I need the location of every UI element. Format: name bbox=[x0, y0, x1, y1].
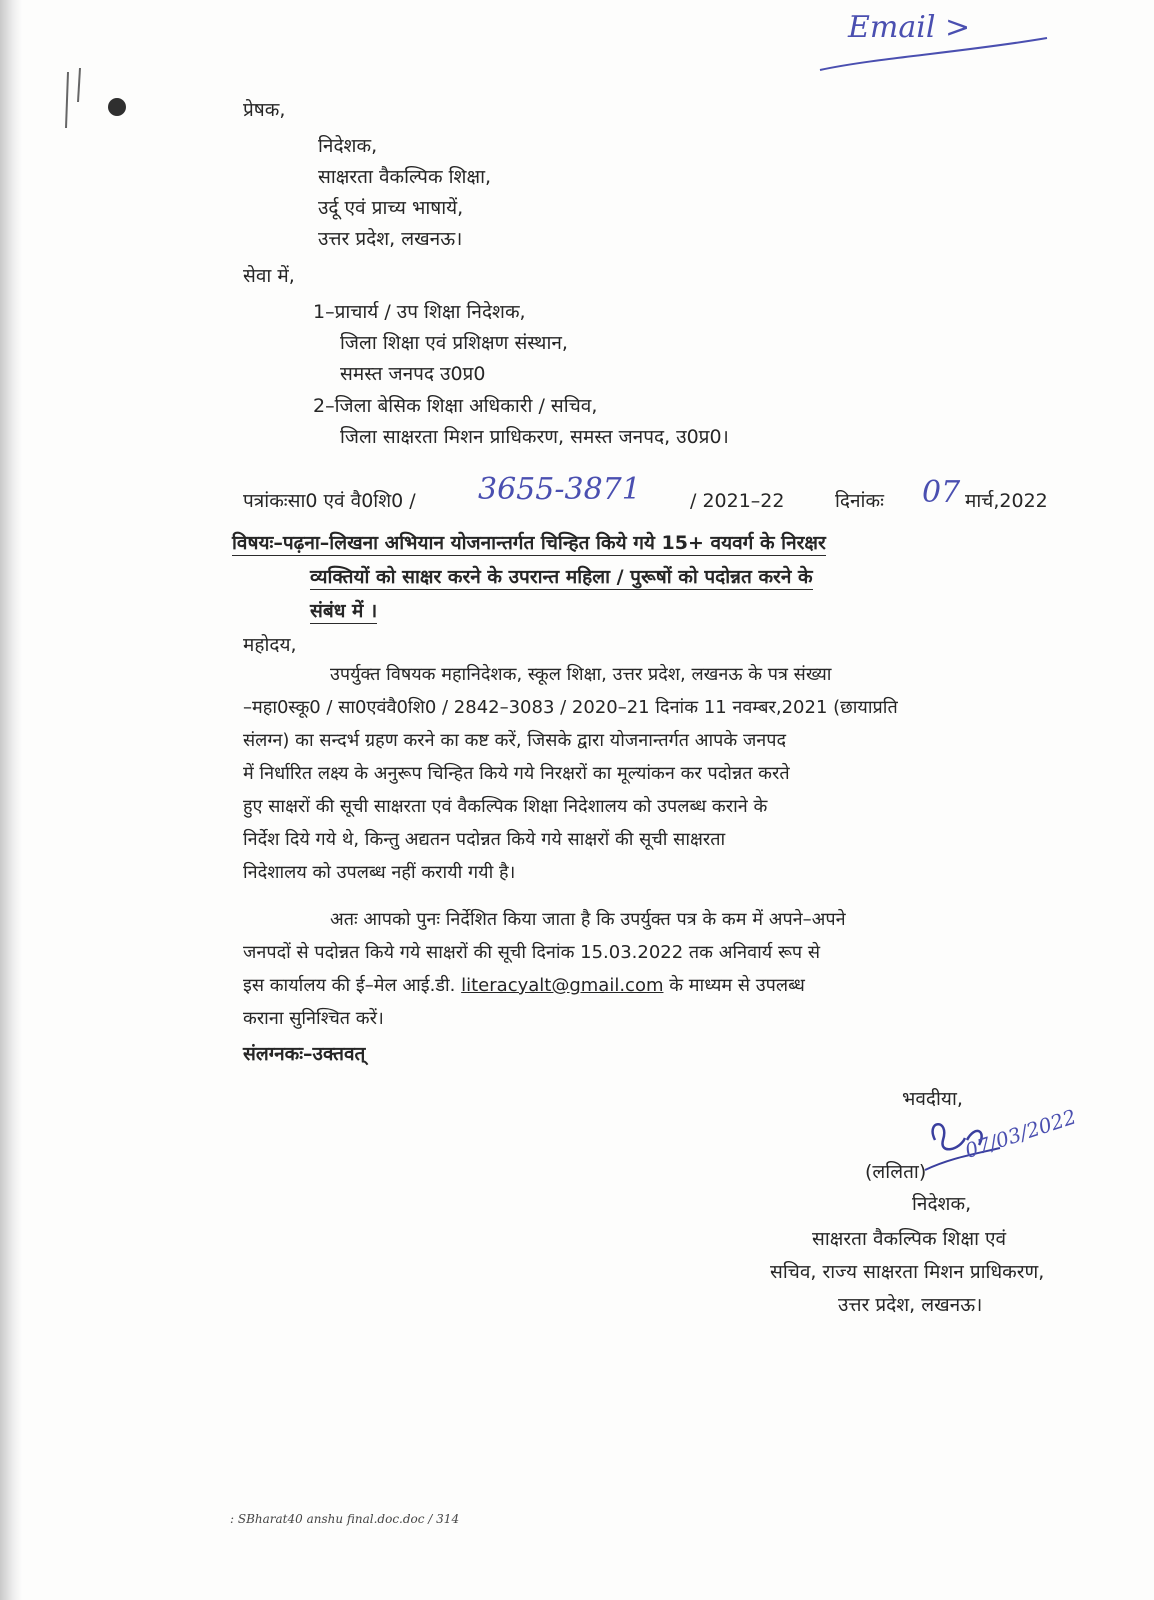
file-path-footer: : SBharat40 anshu final.doc.doc / 314 bbox=[230, 1512, 460, 1526]
scan-edge-shadow bbox=[0, 0, 22, 1600]
salutation: महोदय, bbox=[243, 634, 297, 656]
para1-line-5: हुए साक्षरों की सूची साक्षरता एवं वैकल्पिक शिक्षा निदेशालय को उपलब्ध कराने के bbox=[243, 796, 768, 817]
signatory-designation: निदेशक, bbox=[912, 1193, 972, 1215]
ref-year: / 2021–22 bbox=[690, 490, 785, 512]
date-day-handwritten: 07 bbox=[922, 475, 961, 510]
to-label: सेवा में, bbox=[243, 265, 295, 287]
para2-line-3-pre: इस कार्यालय की ई–मेल आई.डी. bbox=[243, 975, 456, 996]
sender-line-3: उर्दू एवं प्राच्य भाषायें, bbox=[318, 197, 464, 219]
para2-line-3 bbox=[243, 972, 805, 1000]
sender-label: प्रेषक, bbox=[243, 99, 286, 121]
subject-line-1: विषयः–पढ़ना–लिखना अभियान योजनान्तर्गत चिन्हित किये गये 15+ वयवर्ग के निरक्षर bbox=[232, 532, 826, 554]
para1-line-1: उपर्युक्त विषयक महानिदेशक, स्कूल शिक्षा, उत्तर प्रदेश, लखनऊ के पत्र संख्या bbox=[330, 664, 832, 685]
para1-line-3: संलग्न) का सन्दर्भ ग्रहण करने का कष्ट करें, जिसके द्वारा योजनान्तर्गत आपके जनपद bbox=[243, 730, 787, 751]
para1-line-2: –महा0स्कू0 / सा0एवंवै0शि0 / 2842–3083 / 2020–21 दिनांक 11 नवम्बर,2021 (छायाप्रति bbox=[243, 697, 898, 718]
email-handwritten-note: Email > bbox=[848, 10, 971, 45]
closing: भवदीया, bbox=[902, 1088, 963, 1110]
recipient-line-3: समस्त जनपद उ0प्र0 bbox=[340, 363, 486, 385]
email-note-underline bbox=[815, 28, 1055, 78]
date-label: दिनांकः bbox=[835, 490, 884, 512]
signatory-line-2: सचिव, राज्य साक्षरता मिशन प्राधिकरण, bbox=[770, 1261, 1045, 1283]
recipient-line-5: जिला साक्षरता मिशन प्राधिकरण, समस्त जनपद, उ0प्र0। bbox=[340, 426, 729, 448]
para2-line-1: अतः आपको पुनः निर्देशित किया जाता है कि उपर्युक्त पत्र के कम में अपने–अपने bbox=[330, 909, 846, 930]
recipient-line-2: जिला शिक्षा एवं प्रशिक्षण संस्थान, bbox=[340, 332, 568, 354]
para1-line-6: निर्देश दिये गये थे, किन्तु अद्यतन पदोन्नत किये गये साक्षरों की सूची साक्षरता bbox=[243, 829, 726, 850]
date-month-year: मार्च,2022 bbox=[965, 490, 1048, 512]
para1-line-7: निदेशालय को उपलब्ध नहीं करायी गयी है। bbox=[243, 862, 516, 883]
sender-line-1: निदेशक, bbox=[318, 135, 378, 157]
signatory-line-3: उत्तर प्रदेश, लखनऊ। bbox=[838, 1294, 983, 1316]
para2-line-2: जनपदों से पदोन्नत किये गये साक्षरों की सूची दिनांक 15.03.2022 तक अनिवार्य रूप से bbox=[243, 942, 821, 963]
enclosure-label: संलग्नकः–उक्तवत् bbox=[243, 1043, 366, 1065]
subject-line-2: व्यक्तियों को साक्षर करने के उपरान्त महिला / पुरूषों को पदोन्नत करने के bbox=[310, 566, 813, 588]
signature-date-handwritten: 07/03/2022 bbox=[962, 1104, 1080, 1163]
subject-line-3: संबंध में । bbox=[310, 600, 378, 622]
sender-line-2: साक्षरता वैकल्पिक शिक्षा, bbox=[318, 166, 492, 188]
para2-line-4: कराना सुनिश्चित करें। bbox=[243, 1008, 384, 1029]
signatory-name: (ललिता) bbox=[865, 1161, 927, 1183]
ref-prefix: पत्रांकःसा0 एवं वै0शि0 / bbox=[243, 490, 416, 512]
recipient-line-1: 1–प्राचार्य / उप शिक्षा निदेशक, bbox=[313, 301, 526, 323]
email-link[interactable]: literacyalt@gmail.com bbox=[461, 975, 664, 996]
sender-line-4: उत्तर प्रदेश, लखनऊ। bbox=[318, 228, 463, 250]
recipient-line-4: 2–जिला बेसिक शिक्षा अधिकारी / सचिव, bbox=[313, 395, 598, 417]
para1-line-4: में निर्धारित लक्ष्य के अनुरूप चिन्हित किये गये निरक्षरों का मूल्यांकन कर पदोन्नत करते bbox=[243, 763, 790, 784]
ref-number-handwritten: 3655-3871 bbox=[478, 472, 641, 507]
signatory-line-1: साक्षरता वैकल्पिक शिक्षा एवं bbox=[812, 1228, 1007, 1250]
punch-hole-mark bbox=[60, 60, 140, 130]
para2-line-3-post: के माध्यम से उपलब्ध bbox=[669, 975, 805, 996]
